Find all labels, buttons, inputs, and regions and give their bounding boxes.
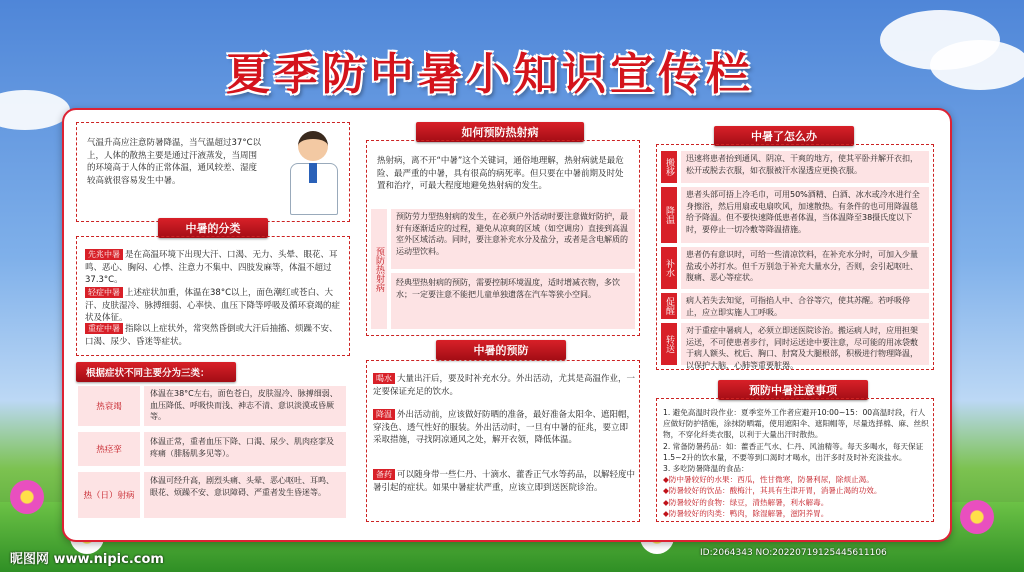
- prevention-tag: 备药: [373, 469, 395, 480]
- what-to-do-tag: 促醒: [661, 293, 677, 319]
- note-line: ◆防暑较好的食物：绿豆，清热解暑，利水解毒。: [663, 497, 829, 507]
- prevent-heatstroke-heading: 如何预防热射病: [416, 122, 584, 142]
- watermark-left: 昵图网 www.nipic.com: [10, 552, 164, 567]
- flower-decoration: [10, 480, 44, 514]
- doctor-illustration: [282, 129, 342, 219]
- prevention-panel: [366, 360, 640, 522]
- symptom-text: 体温在38°C左右，面色苍白，皮肤湿冷、脉搏细弱、血压降低、呼吸快而浅、神志不清、意识淡漠或昏厥等。: [144, 386, 346, 426]
- notes-panel: [656, 398, 934, 522]
- what-to-do-text: 迅速将患者抬到通风、阴凉、干爽的地方，使其平卧并解开衣扣，松开或脱去衣服，如衣服被汗水湿透应更换衣服。: [681, 151, 929, 183]
- notes-list: [663, 407, 929, 519]
- classify-tag: 轻症中暑: [85, 287, 123, 298]
- intro-panel: [76, 122, 350, 222]
- classify-heading: 中暑的分类: [158, 218, 268, 238]
- note-line: 1. 避免高温时段作业：夏季室外工作者应避开10:00~15：00高温时段，行人应做好防护措施，涂抹防晒霜，使用遮阳伞、遮阳帽等，尽量选择棉、麻、丝织物，不穿化纤类衣服，以利于大量出汗时散热。: [663, 408, 929, 440]
- symptom-tag: 热痉挛: [78, 432, 140, 466]
- prevent-heatstroke-p2: 经典型热射病的预防，需要控制环境温度，适时增减衣物，多饮水；一定要注意不能把儿童单独遗落在汽车等狭小空间。: [391, 273, 635, 329]
- symptom-tag: 热衰竭: [78, 386, 140, 426]
- prevention-item: [373, 373, 635, 398]
- symptom-text: 体温可经升高，剧烈头痛、头晕、恶心呕吐、耳鸣、眼花、烦躁不安、意识障碍、严重者发生昏迷等。: [144, 472, 346, 518]
- classify-item: [85, 249, 343, 287]
- prevent-heatstroke-p1: 预防劳力型热射病的发生，在必须户外活动时要注意做好防护，最好有逐渐适应的过程，避免从凉爽的区域（如空调房）直接到高温室外区域活动。同时，要注意补充水分及盐分，或者是含电解质的运动型饮料。: [391, 209, 635, 269]
- note-line: 3. 多吃防暑降温的食品：: [663, 464, 749, 474]
- flower-decoration: [960, 500, 994, 534]
- what-to-do-tag: 降温: [661, 187, 677, 243]
- prevention-tag: 降温: [373, 409, 395, 420]
- prevention-heading: 中暑的预防: [436, 340, 566, 360]
- symptom-text: 体温正常，重者血压下降、口渴、尿少、肌肉痉挛及疼痛（腓肠肌多见等）。: [144, 432, 346, 466]
- symptom-tag: 热（日）射病: [78, 472, 140, 518]
- what-to-do-heading: 中暑了怎么办: [714, 126, 854, 146]
- symptoms-heading: 根据症状不同主要分为三类：: [76, 362, 236, 382]
- prevention-item: [373, 469, 635, 494]
- classify-item: [85, 287, 343, 325]
- note-line: ◆防暑较好的肉类：鸭肉，除湿解暑，滋阴养胃。: [663, 508, 829, 518]
- note-line: 2. 常备防暑药品：如：藿香正气水、仁丹、风油精等。每天多喝水，每天保证1.5~2升的饮水量，不要等到口渴时才喝水，出汗多时及时补充淡盐水。: [663, 441, 924, 462]
- prevention-tag: 喝水: [373, 373, 395, 384]
- notes-heading: 预防中暑注意事项: [718, 380, 868, 400]
- what-to-do-tag: 补水: [661, 247, 677, 289]
- prevention-item: [373, 409, 635, 447]
- what-to-do-tag: 转送: [661, 323, 677, 365]
- classify-text: 上述症状加重，体温在38°C以上，面色潮红或苍白、大汗、皮肤湿冷、脉搏细弱、心率快、血压下降等呼吸及循环衰竭的症状及体征。: [85, 288, 341, 323]
- intro-text: 气温升高应注意防暑降温，当气温超过37°C以上，人体的散热主要是通过汗液蒸发，当周围的环境高于人体的正常体温，通风较差、湿度较高就很容易发生中暑。: [87, 138, 262, 186]
- classify-item: [85, 323, 343, 348]
- what-to-do-text: 对于重症中暑病人，必须立即送医院诊治。搬运病人时，应用担架运送，不可使患者步行，同时运送途中要注意，尽可能的用冰袋敷于病人额头、枕后、胸口、肘窝及大腿根部，积极进行物理降温，以保护大脑、心肺等重要脏器。: [681, 323, 929, 365]
- what-to-do-text: 患者仍有意识时，可给一些清凉饮料，在补充水分时，可加入少量盐或小苏打水。但千万别急于补充大量水分，否则，会引起呕吐、腹痛、恶心等症状。: [681, 247, 929, 289]
- what-to-do-tag: 搬移: [661, 151, 677, 183]
- prevention-text: 可以随身带一些仁丹、十滴水、藿香正气水等药品，以解轻度中暑引起的症状。如果中暑症状严重，应该立即到送医院诊治。: [373, 470, 636, 493]
- what-to-do-text: 病人若失去知觉，可指掐人中、合谷等穴，使其苏醒。若呼吸停止，应立即实施人工呼吸。: [681, 293, 929, 319]
- note-line: ◆防中暑较好的水果：西瓜，性甘微寒，防暑利尿，除烦止渴。: [663, 475, 874, 485]
- prevent-heatstroke-intro: 热射病，离不开“中暑”这个关键词，通俗地理解，热射病就是最危险、最严重的中暑，具有很高的病死率。但只要在中暑前期及时处置和治疗，可最大程度地避免热射病的发生。: [377, 156, 624, 191]
- prevent-heatstroke-panel: [366, 140, 640, 336]
- prevention-text: 大量出汗后，要及时补充水分。外出活动，尤其是高温作业，一定要保证充足的饮水。: [373, 374, 636, 397]
- what-to-do-text: 患者头部可捂上冷毛巾，可用50%酒精、白酒、冰水或冷水进行全身擦浴，然后用扇或电扇吹风，加速散热。有条件的也可用降温毯给予降温。但不要快速降低患者体温，当体温降至38摄氏度以下时，要停止一切冷敷等降温措施。: [681, 187, 929, 243]
- classify-text: 指除以上症状外，常突然昏倒或大汗后抽搐、烦躁不安、口渴、尿少、昏迷等症状。: [85, 324, 338, 347]
- classify-tag: 重症中暑: [85, 323, 123, 334]
- watermark-right: ID:2064343 NO:20220719125445611106: [700, 548, 887, 558]
- what-to-do-panel: [656, 144, 934, 370]
- prevention-text: 外出活动前，应该做好防晒的准备，最好准备太阳伞、遮阳帽，穿浅色、透气性好的服装。外出活动时，一旦有中暑的征兆，要立即采取措施，寻找阴凉通风之处，解开衣领，降低体温。: [373, 410, 636, 445]
- note-line: ◆防暑较好的饮品：酸梅汁，其具有生津开胃，消暑止渴的功效。: [663, 486, 882, 496]
- classify-panel: [76, 236, 350, 356]
- page-title: 夏季防中暑小知识宣传栏: [226, 49, 754, 100]
- classify-text: 是在高温环境下出现大汗、口渴、无力、头晕、眼花、耳鸣、恶心、胸闷、心悸、注意力不集中、四肢发麻等，体温不超过37.3°C。: [85, 250, 338, 285]
- cloud-decoration: [0, 90, 70, 130]
- classify-tag: 先兆中暑: [85, 249, 123, 260]
- prevent-heatstroke-side: 预防热射病: [371, 209, 387, 329]
- cloud-decoration: [930, 40, 1024, 90]
